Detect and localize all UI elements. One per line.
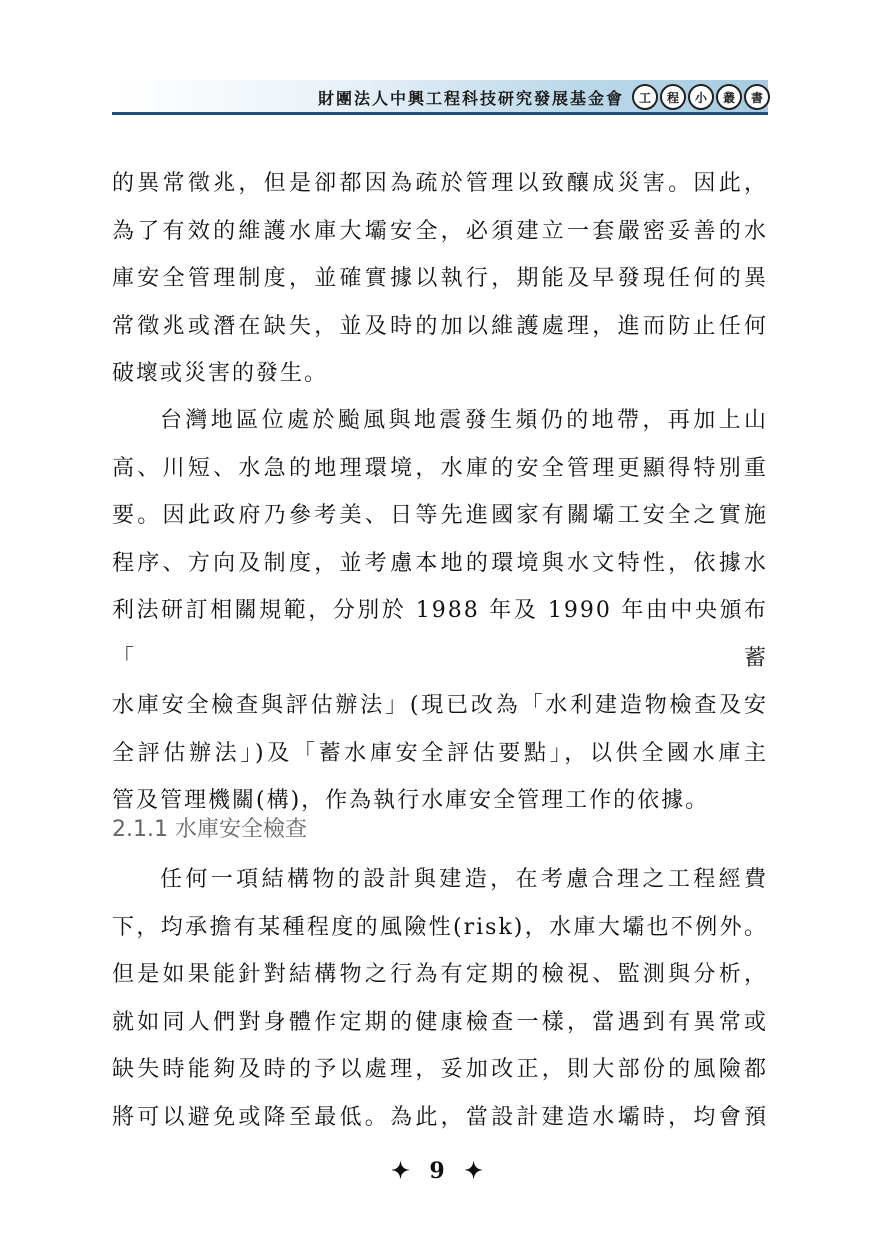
- series-char: 書: [744, 84, 770, 110]
- ornament-left: ✦: [391, 1158, 416, 1184]
- ornament-right: ✦: [464, 1158, 489, 1184]
- text-line: 缺失時能夠及時的予以處理，妥加改正，則大部份的風險都: [112, 1057, 768, 1082]
- paragraph-inspection: [112, 856, 768, 1141]
- text-line: 就如同人們對身體作定期的健康檢查一樣，當遇到有異常或: [112, 1009, 768, 1035]
- section-heading: 2.1.1 水庫安全檢查: [112, 817, 307, 842]
- text-line: 常徵兆或潛在缺失，並及時的加以維護處理，進而防止任何: [112, 313, 768, 339]
- text-line: 要。因此政府乃參考美、日等先進國家有關壩工安全之實施: [112, 503, 768, 528]
- paragraph-continued: [112, 160, 768, 398]
- text-line: 水庫安全檢查與評估辦法」(現已改為「水利建造物檢查及安: [112, 693, 768, 718]
- header-organization: 財團法人中興工程科技研究發展基金會: [317, 88, 624, 108]
- series-char: 工: [632, 84, 658, 110]
- text-line: 管及管理機關(構)，作為執行水庫安全管理工作的依據。: [112, 788, 710, 813]
- text-line: 的異常徵兆，但是卻都因為疏於管理以致釀成災害。因此，: [112, 171, 768, 196]
- text-line: 程序、方向及制度，並考慮本地的環境與水文特性，依據水: [112, 550, 768, 576]
- text-line: 破壞或災害的發生。: [112, 361, 329, 386]
- text-line: 高、川短、水急的地理環境，水庫的安全管理更顯得特別重: [112, 455, 768, 481]
- text-line: 全評估辦法」)及「蓄水庫安全評估要點」，以供全國水庫主: [112, 740, 768, 766]
- running-header: [318, 84, 770, 110]
- text-line: 庫安全管理制度，並確實據以執行，期能及早發現任何的異: [112, 266, 768, 291]
- header-rule: [112, 112, 768, 115]
- series-char: 小: [688, 84, 714, 110]
- text-line: 台灣地區位處於颱風與地震發生頻仍的地帶，再加上山: [160, 408, 768, 433]
- series-logo: [632, 84, 770, 110]
- text-line: 為了有效的維護水庫大壩安全，必須建立一套嚴密妥善的水: [112, 218, 768, 244]
- page-number: 9: [429, 1158, 451, 1184]
- text-line: 利法研訂相關規範，分別於 1988 年及 1990 年由中央頒布「蓄: [112, 598, 768, 671]
- text-line: 但是如果能針對結構物之行為有定期的檢視、監測與分析，: [112, 962, 768, 987]
- series-char: 程: [660, 84, 686, 110]
- text-line: 將可以避免或降至最低。為此，當設計建造水壩時，均會預: [112, 1104, 768, 1130]
- text-line: 任何一項結構物的設計與建造，在考慮合理之工程經費: [160, 867, 768, 892]
- text-line: 下，均承擔有某種程度的風險性(risk)，水庫大壩也不例外。: [112, 914, 768, 940]
- paragraph-regulations: [112, 397, 768, 825]
- page-footer: [0, 1158, 880, 1184]
- series-char: 叢: [716, 84, 742, 110]
